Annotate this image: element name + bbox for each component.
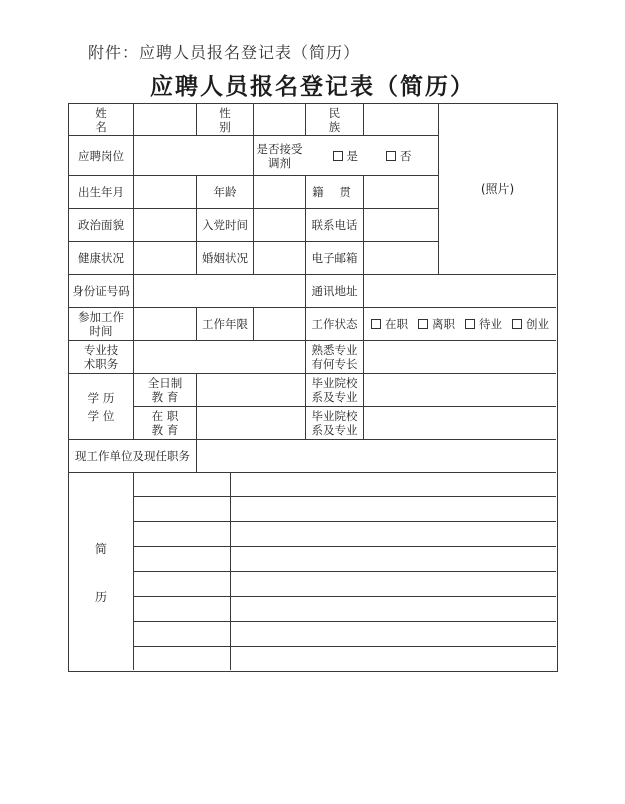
phone-label: 联系电话 [311, 218, 358, 232]
status-option-entrepreneur[interactable] [512, 317, 549, 331]
education-text: 学 历 学 位 [87, 390, 115, 423]
gender-label: 性 别 [219, 105, 243, 134]
work-status-label: 工作状态 [311, 317, 358, 331]
current-unit-field[interactable] [197, 440, 556, 472]
work-start-label [69, 308, 133, 340]
accept-adjust-options [306, 136, 438, 175]
status-option-unemployed[interactable] [465, 317, 502, 331]
employed-checkbox[interactable] [371, 319, 381, 329]
resume-label-2: 历 [95, 590, 108, 604]
familiar-field[interactable] [364, 341, 556, 373]
marital-label: 婚姻状况 [202, 251, 248, 265]
no-checkbox[interactable] [386, 151, 396, 161]
native-place-field[interactable] [364, 176, 438, 208]
position-field[interactable] [134, 136, 253, 175]
fulltime-text: 全日制 教 育 [147, 376, 183, 404]
position-label: 应聘岗位 [78, 148, 124, 163]
age-field[interactable] [254, 176, 305, 208]
grad-school-2-field[interactable] [364, 407, 556, 439]
title-post-field[interactable] [134, 341, 305, 373]
id-number-label: 身份证号码 [72, 284, 130, 298]
work-years-field[interactable] [254, 308, 305, 340]
work-status-options [364, 308, 556, 340]
age-label: 年龄 [213, 185, 237, 199]
resigned-label: 离职 [432, 317, 455, 331]
resume-label-1: 简 [95, 542, 108, 556]
familiar-text: 熟悉专业 有何专长 [311, 343, 358, 371]
employed-label: 在职 [385, 317, 408, 331]
political-label: 政治面貌 [78, 218, 124, 232]
ethnicity-field[interactable] [364, 104, 438, 135]
marital-field[interactable] [254, 242, 305, 274]
resume-entries[interactable] [134, 473, 556, 670]
health-field[interactable] [134, 242, 196, 274]
address-label: 通讯地址 [311, 284, 358, 298]
accept-adjust-label [254, 136, 305, 175]
status-option-resigned[interactable] [418, 317, 455, 331]
party-date-label: 入党时间 [202, 218, 248, 232]
fulltime-label [134, 374, 196, 406]
fulltime-field[interactable] [197, 374, 305, 406]
title-post-text: 专业技 术职务 [83, 343, 119, 371]
resigned-checkbox[interactable] [418, 319, 428, 329]
birth-label: 出生年月 [78, 185, 124, 199]
education-label [69, 374, 133, 439]
health-label: 健康状况 [78, 251, 124, 265]
grad-school-1-label [306, 374, 363, 406]
grad-school-2-label [306, 407, 363, 439]
onjob-text: 在 职 教 育 [151, 409, 179, 437]
entrepreneur-label: 创业 [526, 317, 549, 331]
email-label: 电子邮箱 [311, 251, 358, 265]
native-place-label: 籍 贯 [312, 185, 357, 199]
no-option[interactable] [386, 149, 412, 163]
yes-checkbox[interactable] [333, 151, 343, 161]
address-field[interactable] [364, 275, 556, 307]
accept-adjust-text: 是否接受 调剂 [256, 141, 303, 170]
attachment-label: 附件：应聘人员报名登记表（简历） [88, 43, 361, 62]
phone-field[interactable] [364, 209, 438, 241]
yes-label: 是 [346, 148, 358, 163]
entrepreneur-checkbox[interactable] [512, 319, 522, 329]
political-field[interactable] [134, 209, 196, 241]
name-label: 姓 名 [95, 105, 119, 134]
familiar-label [306, 341, 363, 373]
birth-field[interactable] [134, 176, 196, 208]
grad-school-2-text: 毕业院校 系及专业 [311, 409, 358, 437]
grad-school-1-text: 毕业院校 系及专业 [311, 376, 358, 404]
grad-school-1-field[interactable] [364, 374, 556, 406]
unemployed-checkbox[interactable] [465, 319, 475, 329]
form-title: 应聘人员报名登记表（简历） [150, 73, 475, 100]
title-post-label [69, 341, 133, 373]
status-option-employed[interactable] [371, 317, 408, 331]
onjob-label [134, 407, 196, 439]
onjob-field[interactable] [197, 407, 305, 439]
work-years-label: 工作年限 [202, 317, 248, 331]
unemployed-label: 待业 [479, 317, 502, 331]
current-unit-label: 现工作单位及现任职务 [75, 449, 190, 463]
id-number-field[interactable] [134, 275, 305, 307]
ethnicity-label: 民 族 [328, 105, 353, 134]
party-date-field[interactable] [254, 209, 305, 241]
work-start-text: 参加工作 时间 [78, 310, 124, 338]
gender-field[interactable] [254, 104, 305, 135]
yes-option[interactable] [333, 149, 359, 163]
no-label: 否 [400, 148, 412, 163]
name-field[interactable] [134, 104, 196, 135]
email-field[interactable] [364, 242, 438, 274]
work-start-field[interactable] [134, 308, 196, 340]
photo-placeholder[interactable]: (照片) [480, 182, 515, 196]
